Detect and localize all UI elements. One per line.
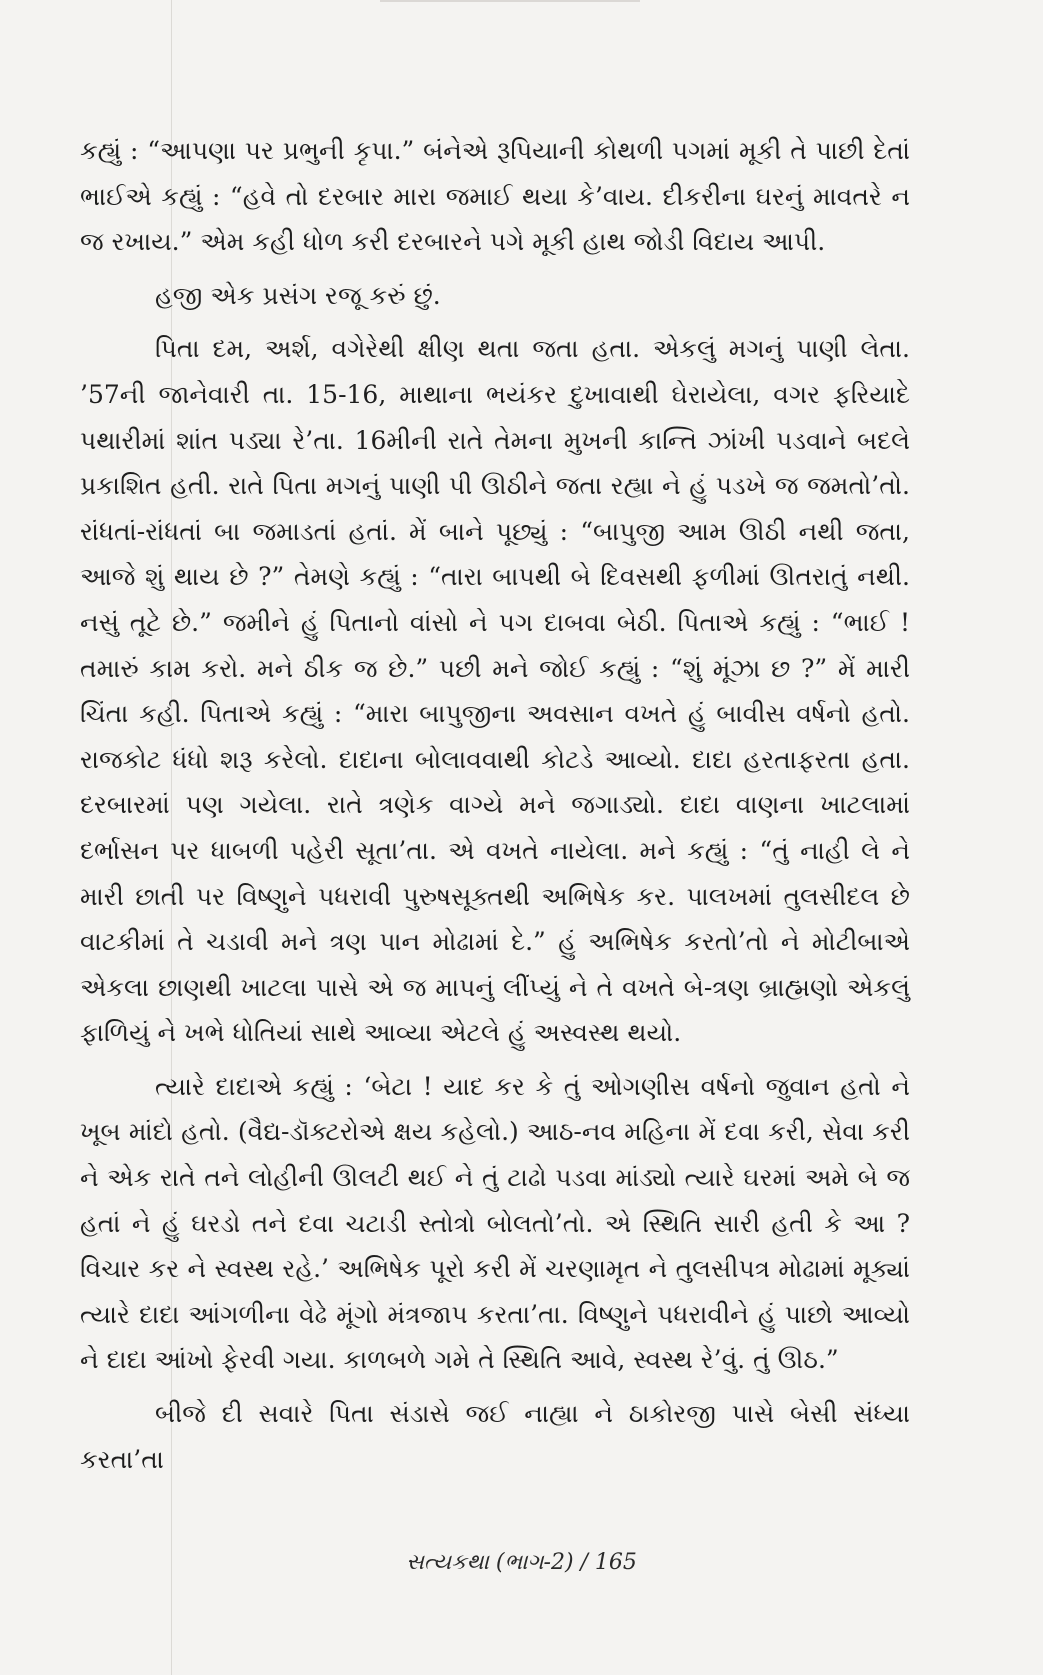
scan-artifact — [380, 0, 640, 14]
paragraph-4: ત્યારે દાદાએ કહ્યું : ‘બેટા ! યાદ કર કે તું ઓગણીસ વર્ષનો જુવાન હતો ને ખૂબ માંદો હતો. (વૈદ્ય-ડૉક્ટરોએ ક્ષય કહેલો.) આઠ-નવ મહિના મેં દવા કરી, સેવા કરી ને એક રાતે તને લોહીની ઊલટી થઈ ને તું ટાઢો પડવા માંડ્યો ત્યારે ઘરમાં અમે બે જ હતાં ને હું ઘરડો તને દવા ચટાડી સ્તોત્રો બોલતો’તો. એ સ્થિતિ સારી હતી કે આ ? વિચાર કર ને સ્વસ્થ રહે.’ અભિષેક પૂરો કરી મેં ચરણામૃત ને તુલસીપત્ર મોઢામાં મૂક્યાં ત્યારે દાદા આંગળીના વેઢે મૂંગો મંત્રજાપ કરતા’તા. વિષ્ણુને પધરાવીને હું પાછો આવ્યો ને દાદા આંખો ફેરવી ગયા. કાળબળે ગમે તે સ્થિતિ આવે, સ્વસ્થ રે’વું. તું ઊઠ.” — [80, 1071, 910, 1375]
paragraph-3: પિતા દમ, અર્શ, વગેરેથી ક્ષીણ થતા જતા હતા. એકલું મગનું પાણી લેતા. ’57ની જાનેવારી તા. 15-16, માથાના ભયંકર દુખાવાથી ઘેરાયેલા, વગર ફરિયાદે પથારીમાં શાંત પડ્યા રે’તા. 16મીની રાતે તેમના મુખની કાન્તિ ઝાંખી પડવાને બદલે પ્રકાશિત હતી. રાતે પિતા મગનું પાણી પી ઊઠીને જતા રહ્યા ને હું પડખે જ જમતો’તો. રાંધતાં-રાંધતાં બા જમાડતાં હતાં. મેં બાને પૂછ્યું : “બાપુજી આમ ઊઠી નથી જતા, આજે શું થાય છે ?” તેમણે કહ્યું : “તારા બાપથી બે દિવસથી ફળીમાં ઊતરાતું નથી. નસું તૂટે છે.” જમીને હું પિતાનો વાંસો ને પગ દાબવા બેઠી. પિતાએ કહ્યું : “ભાઈ ! તમારું કામ કરો. મને ઠીક જ છે.” પછી મને જોઈ કહ્યું : “શું મૂંઝા છ ?” મેં મારી ચિંતા કહી. પિતાએ કહ્યું : “મારા બાપુજીના અવસાન વખતે હું બાવીસ વર્ષનો હતો. રાજકોટ ધંધો શરૂ કરેલો. દાદાના બોલાવવાથી કોટડે આવ્યો. દાદા હરતાફરતા હતા. દરબારમાં પણ ગયેલા. રાતે ત્રણેક વાગ્યે મને જગાડ્યો. દાદા વાણના ખાટલામાં દર્ભાસન પર ધાબળી પહેરી સૂતા’તા. એ વખતે નાયેલા. મને કહ્યું : “તું નાહી લે ને મારી છાતી પર વિષ્ણુને પધરાવી પુરુષસૂક્તથી અભિષેક કર. પાલખમાં તુલસીદલ છે વાટકીમાં તે ચડાવી મને ત્રણ પાન મોઢામાં દે.” હું અભિષેક કરતો’તો ને મોટીબાએ એકલા છાણથી ખાટલા પાસે એ જ માપનું લીંપ્યું ને તે વખતે બે-ત્રણ બ્રાહ્મણો એકલું ફાળિયું ને ખભે ધોતિયાં સાથે આવ્યા એટલે હું અસ્વસ્થ થયો. — [80, 334, 910, 1048]
page-footer: સત્યકથા (ભાગ-2) / 165 — [406, 1550, 637, 1575]
paragraph-1: કહ્યું : “આપણા પર પ્રભુની કૃપા.” બંનેએ રૂપિયાની કોથળી પગમાં મૂકી તે પાછી દેતાં ભાઈએ કહ્યું : “હવે તો દરબાર મારા જમાઈ થયા કે’વાય. દીકરીના ઘરનું માવતરે ન જ રખાય.” એમ કહી ધોળ કરી દરબારને પગે મૂકી હાથ જોડી વિદાય આપી. — [80, 136, 910, 257]
paragraph-2: હજી એક પ્રસંગ રજૂ કરું છું. — [155, 280, 441, 310]
paragraph-5: બીજે દી સવારે પિતા સંડાસે જઈ નાહ્યા ને ઠાકોરજી પાસે બેસી સંધ્યા કરતા’તા — [80, 1399, 910, 1474]
page-body — [80, 128, 910, 1482]
